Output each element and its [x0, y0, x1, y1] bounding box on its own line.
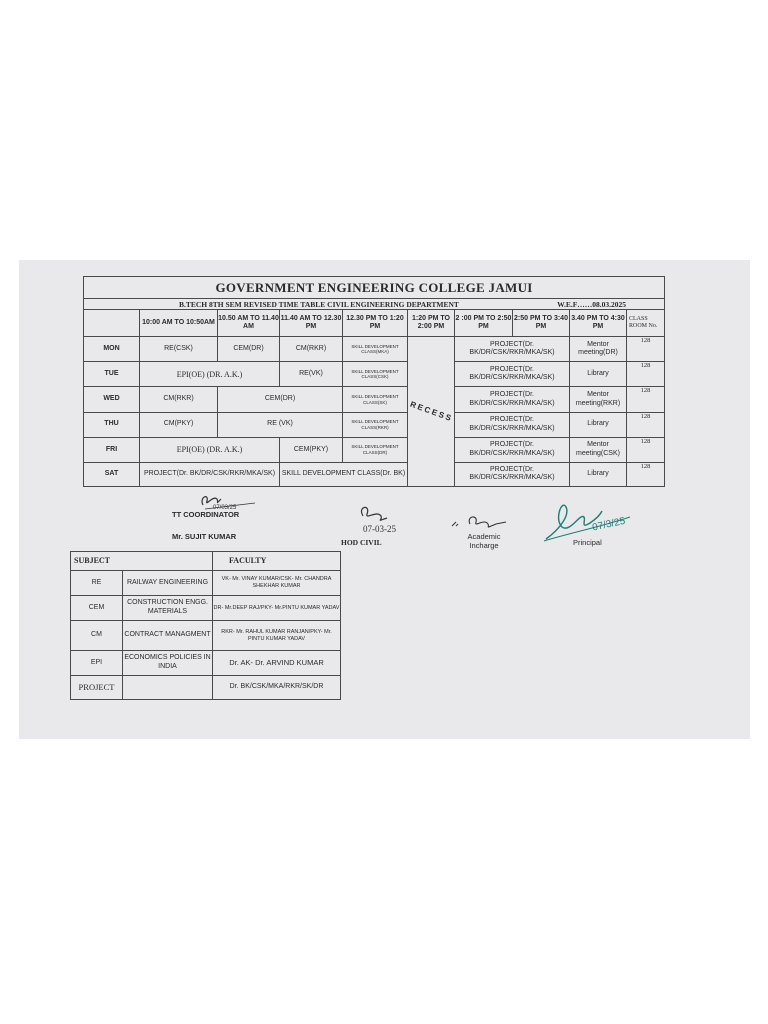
timetable-subtitle — [84, 299, 665, 310]
room-cell: 128 — [627, 437, 665, 462]
cell: CM(PKY) — [140, 412, 218, 437]
subject-row — [71, 596, 341, 621]
subject-name: CONSTRUCTION ENGG. MATERIALS — [123, 596, 213, 621]
corner-cell — [84, 310, 140, 337]
cell: Mentor meeting(CSK) — [570, 437, 627, 462]
subject-row — [71, 676, 341, 700]
slot-header: 11.40 AM TO 12.30 PM — [280, 310, 343, 337]
room-cell: 128 — [627, 462, 665, 486]
slot-header: 2 :00 PM TO 2:50 PM — [455, 310, 513, 337]
academic-label: Academic Incharge — [467, 532, 501, 550]
subject-faculty: VK- Mr. VINAY KUMAR/CSK- Mr. CHANDRA SHEKHAR KUMAR — [213, 571, 341, 596]
cell: CEM(DR) — [218, 387, 343, 412]
subject-header: SUBJECT — [71, 552, 213, 571]
slot-header: 10.50 AM TO 11.40 AM — [218, 310, 280, 337]
cell: PROJECT(Dr. BK/DR/CSK/RKR/MKA/SK) — [140, 462, 280, 486]
subject-code: EPI — [71, 651, 123, 676]
row-sat — [84, 462, 665, 486]
day-label: TUE — [84, 362, 140, 387]
cell: RE(VK) — [280, 362, 343, 387]
cell: RE(CSK) — [140, 337, 218, 362]
cell: CEM(PKY) — [280, 437, 343, 462]
cell: RE (VK) — [218, 412, 343, 437]
cell: CM(RKR) — [140, 387, 218, 412]
hod-date: 07-03-25 — [363, 524, 396, 534]
room-cell: 128 — [627, 362, 665, 387]
subject-faculty: RKR- Mr. RAHUL KUMAR RANJAN/PKY- Mr. PINTU KUMAR YADAV — [213, 621, 341, 651]
subject-code: PROJECT — [71, 676, 123, 700]
cell: SKILL DEVELOPMENT CLASS(CSK) — [343, 362, 408, 387]
cell: EPI(OE) (DR. A.K.) — [140, 437, 280, 462]
faculty-header: FACULTY — [213, 552, 341, 571]
cell: SKILL DEVELOPMENT CLASS(DR) — [343, 437, 408, 462]
room-cell: 128 — [627, 337, 665, 362]
principal-date: 07/3/25 — [591, 515, 627, 534]
cell: Library — [570, 462, 627, 486]
subject-faculty: DR- Mr.DEEP RAJ/PKY- Mr.PINTU KUMAR YADAV — [213, 596, 341, 621]
subject-row — [71, 651, 341, 676]
day-label: MON — [84, 337, 140, 362]
subject-row — [71, 621, 341, 651]
cell: CEM(DR) — [218, 337, 280, 362]
day-label: FRI — [84, 437, 140, 462]
hod-label: HOD CIVIL — [341, 538, 382, 547]
cell: Library — [570, 362, 627, 387]
wef-date: W.E.F……08.03.2025 — [557, 300, 627, 310]
cell: Library — [570, 412, 627, 437]
subject-table — [70, 551, 341, 700]
cell: SKILL DEVELOPMENT CLASS(MKA) — [343, 337, 408, 362]
subject-code: RE — [71, 571, 123, 596]
cell: SKILL DEVELOPMENT CLASS(RKR) — [343, 412, 408, 437]
cell: SKILL DEVELOPMENT CLASS(Dr. BK) — [280, 462, 408, 486]
cell: PROJECT(Dr. BK/DR/CSK/RKR/MKA/SK) — [455, 462, 570, 486]
row-fri — [84, 437, 665, 462]
hod-signature — [355, 500, 435, 536]
recess-cell — [408, 337, 455, 487]
day-label: THU — [84, 412, 140, 437]
subject-faculty: Dr. AK- Dr. ARVIND KUMAR — [213, 651, 341, 676]
room-cell: 128 — [627, 387, 665, 412]
slot-header: 2:50 PM TO 3:40 PM — [513, 310, 570, 337]
cell: PROJECT(Dr. BK/DR/CSK/RKR/MKA/SK) — [455, 412, 570, 437]
row-tue — [84, 362, 665, 387]
row-thu — [84, 412, 665, 437]
subject-row — [71, 571, 341, 596]
college-title: GOVERNMENT ENGINEERING COLLEGE JAMUI — [84, 277, 665, 299]
tt-coordinator-label: TT COORDINATOR — [172, 510, 240, 519]
cell: PROJECT(Dr. BK/DR/CSK/RKR/MKA/SK) — [455, 387, 570, 412]
day-label: SAT — [84, 462, 140, 486]
subject-code: CM — [71, 621, 123, 651]
tt-coordinator-date: 07/03/25 — [213, 505, 237, 511]
academic-signature — [448, 510, 510, 532]
subject-name: ECONOMICS POLICIES IN INDIA — [123, 651, 213, 676]
subject-name: RAILWAY ENGINEERING — [123, 571, 213, 596]
recess-label: RECESS — [408, 399, 454, 424]
slot-header: 10:00 AM TO 10:50AM — [140, 310, 218, 337]
timetable — [83, 276, 665, 487]
cell: PROJECT(Dr. BK/DR/CSK/RKR/MKA/SK) — [455, 362, 570, 387]
subject-code: CEM — [71, 596, 123, 621]
room-cell: 128 — [627, 412, 665, 437]
tt-coordinator-name: Mr. SUJIT KUMAR — [172, 532, 237, 541]
cell: Mentor meeting(DR) — [570, 337, 627, 362]
slot-header: 1:20 PM TO 2:00 PM — [408, 310, 455, 337]
day-label: WED — [84, 387, 140, 412]
subject-name: CONTRACT MANAGMENT — [123, 621, 213, 651]
cell: PROJECT(Dr. BK/DR/CSK/RKR/MKA/SK) — [455, 337, 570, 362]
slot-header: 3.40 PM TO 4:30 PM — [570, 310, 627, 337]
row-mon — [84, 337, 665, 362]
subject-name — [123, 676, 213, 700]
cell: CM(RKR) — [280, 337, 343, 362]
subtitle-text: B.TECH 8TH SEM REVISED TIME TABLE CIVIL ENGINEERING DEPARTMENT — [179, 299, 459, 309]
cell: PROJECT(Dr. BK/DR/CSK/RKR/MKA/SK) — [455, 437, 570, 462]
cell: EPI(OE) (DR. A.K.) — [140, 362, 280, 387]
slot-header: 12.30 PM TO 1:20 PM — [343, 310, 408, 337]
cell: SKILL DEVELOPMENT CLASS(SK) — [343, 387, 408, 412]
room-header: CLASS ROOM No. — [627, 310, 665, 337]
principal-label: Principal — [573, 538, 602, 547]
subject-faculty: Dr. BK/CSK/MKA/RKR/SK/DR — [213, 676, 341, 700]
cell: Mentor meeting(RKR) — [570, 387, 627, 412]
row-wed — [84, 387, 665, 412]
